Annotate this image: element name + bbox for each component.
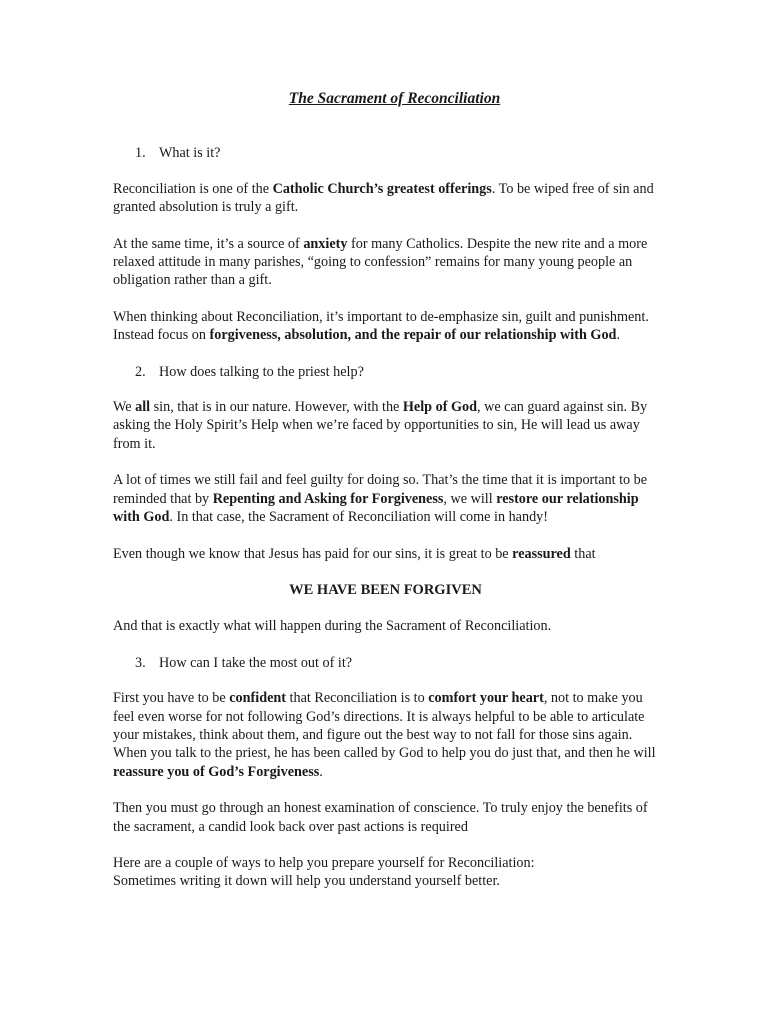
paragraph-9: Then you must go through an honest examination of conscience. To truly enjoy the benefits of the sacrament, a candid look back over past actions is required bbox=[113, 800, 648, 835]
text-run: Even though we know that Jesus has paid for our sins, it is great to be bbox=[113, 545, 513, 562]
bold-run: anxiety bbox=[303, 235, 348, 252]
bold-run: confident bbox=[229, 690, 286, 707]
section-number: 1. bbox=[135, 145, 146, 162]
paragraph-11: Sometimes writing it down will help you understand yourself better. bbox=[113, 873, 500, 890]
text-run: , we will bbox=[443, 490, 497, 507]
paragraph-8 bbox=[113, 689, 658, 781]
text-run: , we can guard against sin. By asking the Holy Spirit’s Help when we’re faced by opportunities to sin, He will lead us away from it. bbox=[113, 399, 648, 452]
section-number: 2. bbox=[135, 363, 146, 380]
section-heading-2 bbox=[135, 363, 658, 381]
text-run: that Reconciliation is to bbox=[286, 690, 429, 707]
text-run: . In that case, the Sacrament of Reconciliation will come in handy! bbox=[169, 509, 548, 526]
paragraph-5 bbox=[113, 471, 658, 526]
text-run: . To be wiped free of sin and granted absolution is truly a gift. bbox=[113, 180, 654, 216]
bold-run: Repenting and Asking for Forgiveness bbox=[212, 490, 444, 507]
section-number: 3. bbox=[135, 654, 146, 671]
bold-run: reassure you of God’s Forgiveness bbox=[113, 763, 320, 780]
section-text: How can I take the most out of it? bbox=[159, 654, 353, 671]
text-run: , not to make you feel even worse for not following God’s directions. It is always helpful to be able to articulate your mistakes, think about them, and figure out the best way to not fall for those sins again. When you talk to the priest, he has been called by God to help you do just that, and then he will bbox=[113, 690, 656, 762]
paragraph-2 bbox=[113, 235, 658, 290]
text-run: sin, that is in our nature. However, with the bbox=[150, 399, 403, 416]
bold-run: reassured bbox=[512, 545, 571, 562]
bold-run: restore our relationship with God bbox=[113, 490, 639, 526]
section-heading-3 bbox=[135, 654, 658, 672]
section-text: What is it? bbox=[159, 145, 221, 162]
page-title: The Sacrament of Reconciliation bbox=[288, 90, 501, 107]
bold-run: comfort your heart bbox=[428, 690, 544, 707]
text-run: At the same time, it’s a source of bbox=[113, 235, 304, 252]
bold-run: all bbox=[135, 399, 151, 416]
callout-forgiven: WE HAVE BEEN FORGIVEN bbox=[289, 581, 482, 598]
paragraph-1 bbox=[113, 180, 658, 217]
bold-run: Help of God bbox=[402, 399, 477, 416]
text-run: . bbox=[319, 763, 323, 780]
text-run: . bbox=[616, 327, 620, 344]
bold-run: forgiveness, absolution, and the repair of our relationship with God bbox=[209, 327, 617, 344]
text-run: for many Catholics. Despite the new rite and a more relaxed attitude in many parishes, “going to confession” remains for many young people an obligation rather than a gift. bbox=[113, 235, 648, 289]
document-body bbox=[113, 90, 658, 891]
paragraph-10: Here are a couple of ways to help you prepare yourself for Reconciliation: bbox=[113, 854, 535, 871]
text-run: that bbox=[570, 545, 596, 562]
section-text: How does talking to the priest help? bbox=[159, 363, 364, 380]
section-heading-1 bbox=[135, 144, 658, 162]
text-run: A lot of times we still fail and feel guilty for doing so. That’s the time that it is important to be reminded that by bbox=[113, 472, 648, 507]
text-run: Reconciliation is one of the bbox=[113, 180, 273, 197]
paragraph-3 bbox=[113, 308, 658, 345]
text-run: First you have to be bbox=[113, 690, 230, 707]
text-run: When thinking about Reconciliation, it’s important to de-emphasize sin, guilt and punishment. Instead focus on bbox=[113, 308, 649, 344]
paragraph-7: And that is exactly what will happen during the Sacrament of Reconciliation. bbox=[113, 618, 552, 635]
paragraph-6 bbox=[113, 545, 658, 563]
paragraph-4 bbox=[113, 398, 658, 453]
text-run: We bbox=[113, 399, 136, 416]
bold-run: Catholic Church’s greatest offerings bbox=[272, 180, 492, 197]
